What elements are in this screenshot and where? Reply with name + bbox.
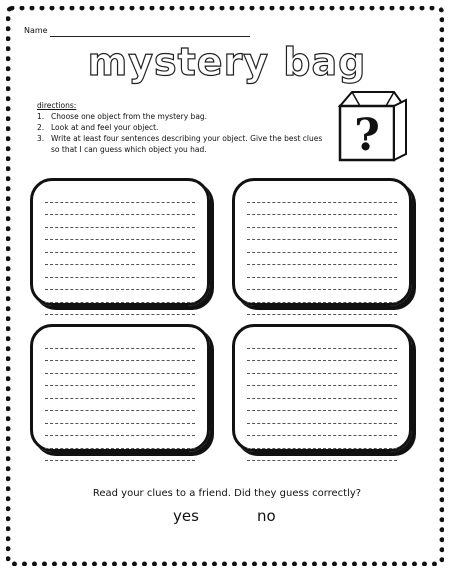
footer-question: Read your clues to a friend. Did they guess correctly?	[92, 488, 362, 499]
step-text: Look at and feel your object.	[51, 123, 159, 132]
direction-step	[37, 133, 327, 155]
step-text: Write at least four sentences describing your object. Give the best clues so that I can guess which object you had.	[51, 134, 323, 154]
writing-box-top-right[interactable]	[232, 178, 412, 306]
direction-step	[37, 111, 327, 122]
no-option[interactable]: no	[257, 507, 276, 525]
writing-box-top-left[interactable]	[30, 178, 210, 306]
step-number: 1.	[37, 112, 45, 121]
direction-step	[37, 122, 327, 133]
step-text: Choose one object from the mystery bag.	[51, 112, 208, 121]
name-label: Name	[24, 26, 48, 35]
writing-box-bottom-left[interactable]	[30, 324, 210, 452]
writing-box-bottom-right[interactable]	[232, 324, 412, 452]
page-title: mystery bag	[87, 40, 367, 84]
yes-option[interactable]: yes	[173, 507, 199, 525]
question-mark-bag-icon	[330, 88, 414, 164]
directions-heading: directions:	[37, 101, 77, 110]
directions-section	[37, 100, 327, 155]
question-mark: ?	[354, 110, 380, 161]
step-number: 2.	[37, 123, 45, 132]
name-line[interactable]	[50, 36, 250, 37]
step-number: 3.	[37, 134, 45, 143]
